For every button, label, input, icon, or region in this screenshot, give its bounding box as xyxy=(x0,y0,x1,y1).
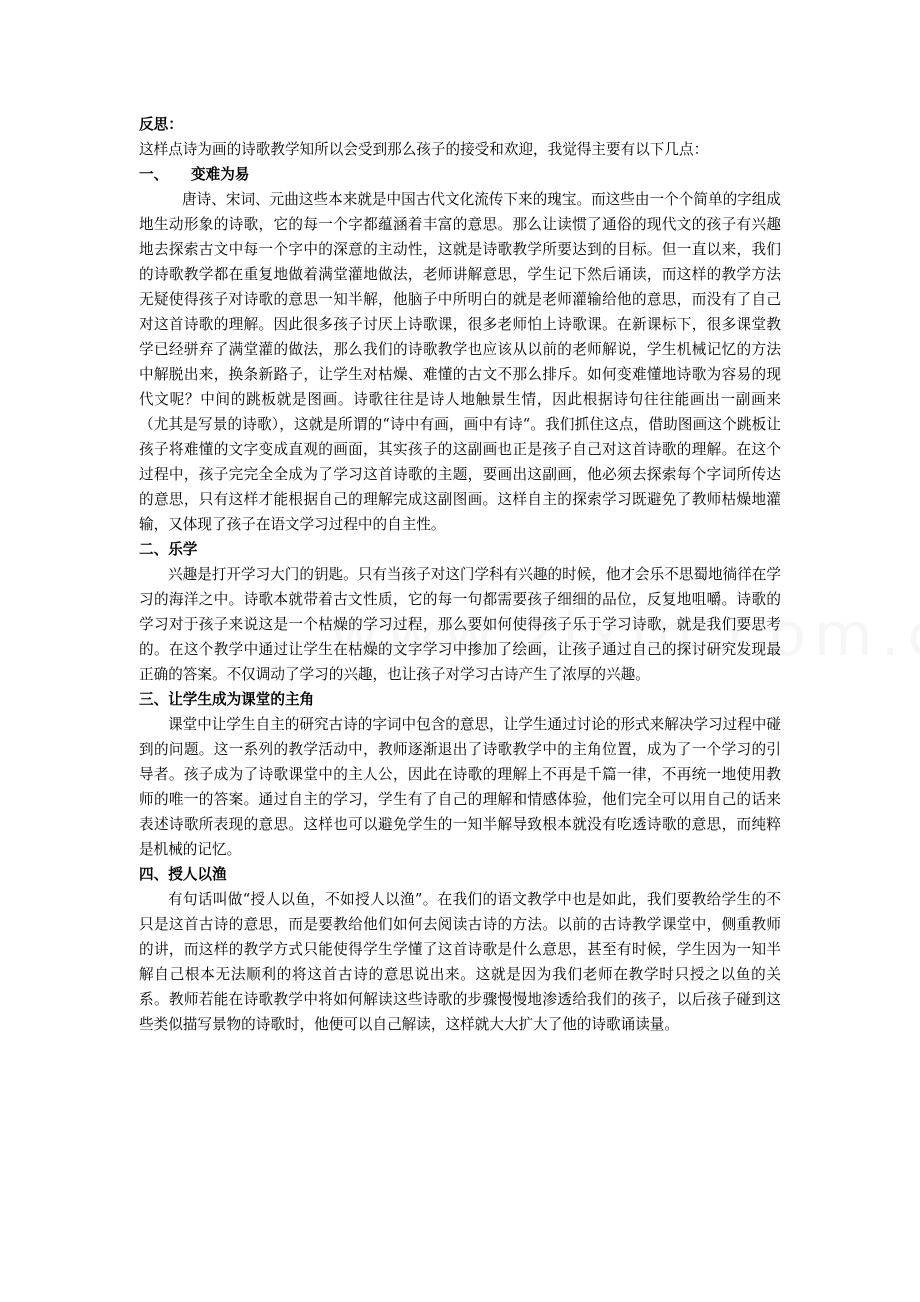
document-page xyxy=(139,112,781,1037)
section-number: 二、 xyxy=(139,541,169,558)
section-body: 有句话叫做“授人以鱼，不如授人以渔”。在我们的语文教学中也是如此，我们要教给学生的不只是这首古诗的意思，而是要教给他们如何去阅读古诗的方法。以前的古诗教学课堂中，侧重教师的讲，而这样的教学方式只能使得学生学懂了这首诗歌是什么意思，甚至有时候，学生因为一知半解自己根本无法顺利的将这首古诗的意思说出来。这就是因为我们老师在教学时只授之以鱼的关系。教师若能在诗歌教学中将如何解读这些诗歌的步骤慢慢地渗透给我们的孩子，以后孩子碰到这些类似描写景物的诗歌时，他便可以自己解读，这样就大大扩大了他的诗歌诵读量。 xyxy=(139,891,781,1033)
section-title: 乐学 xyxy=(168,541,198,558)
section-title: 变难为易 xyxy=(191,166,250,183)
section-title: 授人以渔 xyxy=(168,866,227,883)
section-number: 三、 xyxy=(139,691,169,708)
section-heading xyxy=(139,687,781,712)
document-title: 反思： xyxy=(139,116,183,133)
section-number: 四、 xyxy=(139,866,169,883)
section-2 xyxy=(139,537,781,687)
section-body: 唐诗、宋词、元曲这些本来就是中国古代文化流传下来的瑰宝。而这些由一个个简单的字组成地生动形象的诗歌，它的每一个字都蕴涵着丰富的意思。那么让读惯了通俗的现代文的孩子有兴趣地去探索古文中每一个字中的深意的主动性，这就是诗歌教学所要达到的目标。但一直以来，我们的诗歌教学都在重复地做着满堂灌地做法，老师讲解意思，学生记下然后诵读，而这样的教学方法无疑使得孩子对诗歌的意思一知半解，他脑子中所明白的就是老师灌输给他的意思，而没有了自己对这首诗歌的理解。因此很多孩子讨厌上诗歌课，很多老师怕上诗歌课。在新课标下，很多课堂教学已经骈弃了满堂灌的做法，那么我们的诗歌教学也应该从以前的老师解说，学生机械记忆的方法中解脱出来，换条新路子，让学生对枯燥、难懂的古文不那么排斥。如何变难懂地诗歌为容易的现代文呢？中间的跳板就是图画。诗歌往往是诗人地触景生情，因此根据诗句往往能画出一副画来（尤其是写景的诗歌），这就是所谓的“诗中有画，画中有诗“。我们抓住这点，借助图画这个跳板让孩子将难懂的文字变成直观的画面，其实孩子的这副画也正是孩子自己对这首诗歌的理解。在这个过程中，孩子完完全全成为了学习这首诗歌的主题，要画出这副画，他必须去探索每个字词所传达的意思，只有这样才能根据自己的理解完成这副图画。这样自主的探索学习既避免了教师枯燥地灌输，又体现了孩子在语文学习过程中的自主性。 xyxy=(139,191,781,533)
section-body: 课堂中让学生自主的研究古诗的字词中包含的意思，让学生通过讨论的形式来解决学习过程中碰到的问题。这一系列的教学活动中，教师逐渐退出了诗歌教学中的主角位置，成为了一个学习的引导者。孩子成为了诗歌课堂中的主人公，因此在诗歌的理解上不再是千篇一律，不再统一地使用教师的唯一的答案。通过自主的学习，学生有了自己的理解和情感体验，他们完全可以用自己的话来表述诗歌所表现的意思。这样也可以避免学生的一知半解导致根本就没有吃透诗歌的意思，而纯粹是机械的记忆。 xyxy=(139,716,781,858)
section-body: 兴趣是打开学习大门的钥匙。只有当孩子对这门学科有兴趣的时候，他才会乐不思蜀地徜徉在学习的海洋之中。诗歌本就带着古文性质，它的每一句都需要孩子细细的品位，反复地咀嚼。诗歌的学习对于孩子来说这是一个枯燥的学习过程，那么要如何使得孩子乐于学习诗歌，就是我们要思考的。在这个教学中通过让学生在枯燥的文字学习中掺加了绘画，让孩子通过自己的探讨研究发现最正确的答案。不仅调动了学习的兴趣，也让孩子对学习古诗产生了浓厚的兴趣。 xyxy=(139,566,781,683)
intro-paragraph: 这样点诗为画的诗歌教学知所以会受到那么孩子的接受和欢迎，我觉得主要有以下几点： xyxy=(139,141,709,158)
section-number: 一、 xyxy=(139,166,169,183)
section-heading xyxy=(139,162,781,187)
section-4 xyxy=(139,862,781,1037)
section-heading xyxy=(139,862,781,887)
section-title: 让学生成为课堂的主角 xyxy=(168,691,315,708)
section-heading xyxy=(139,537,781,562)
section-3 xyxy=(139,687,781,862)
section-1 xyxy=(139,162,781,537)
